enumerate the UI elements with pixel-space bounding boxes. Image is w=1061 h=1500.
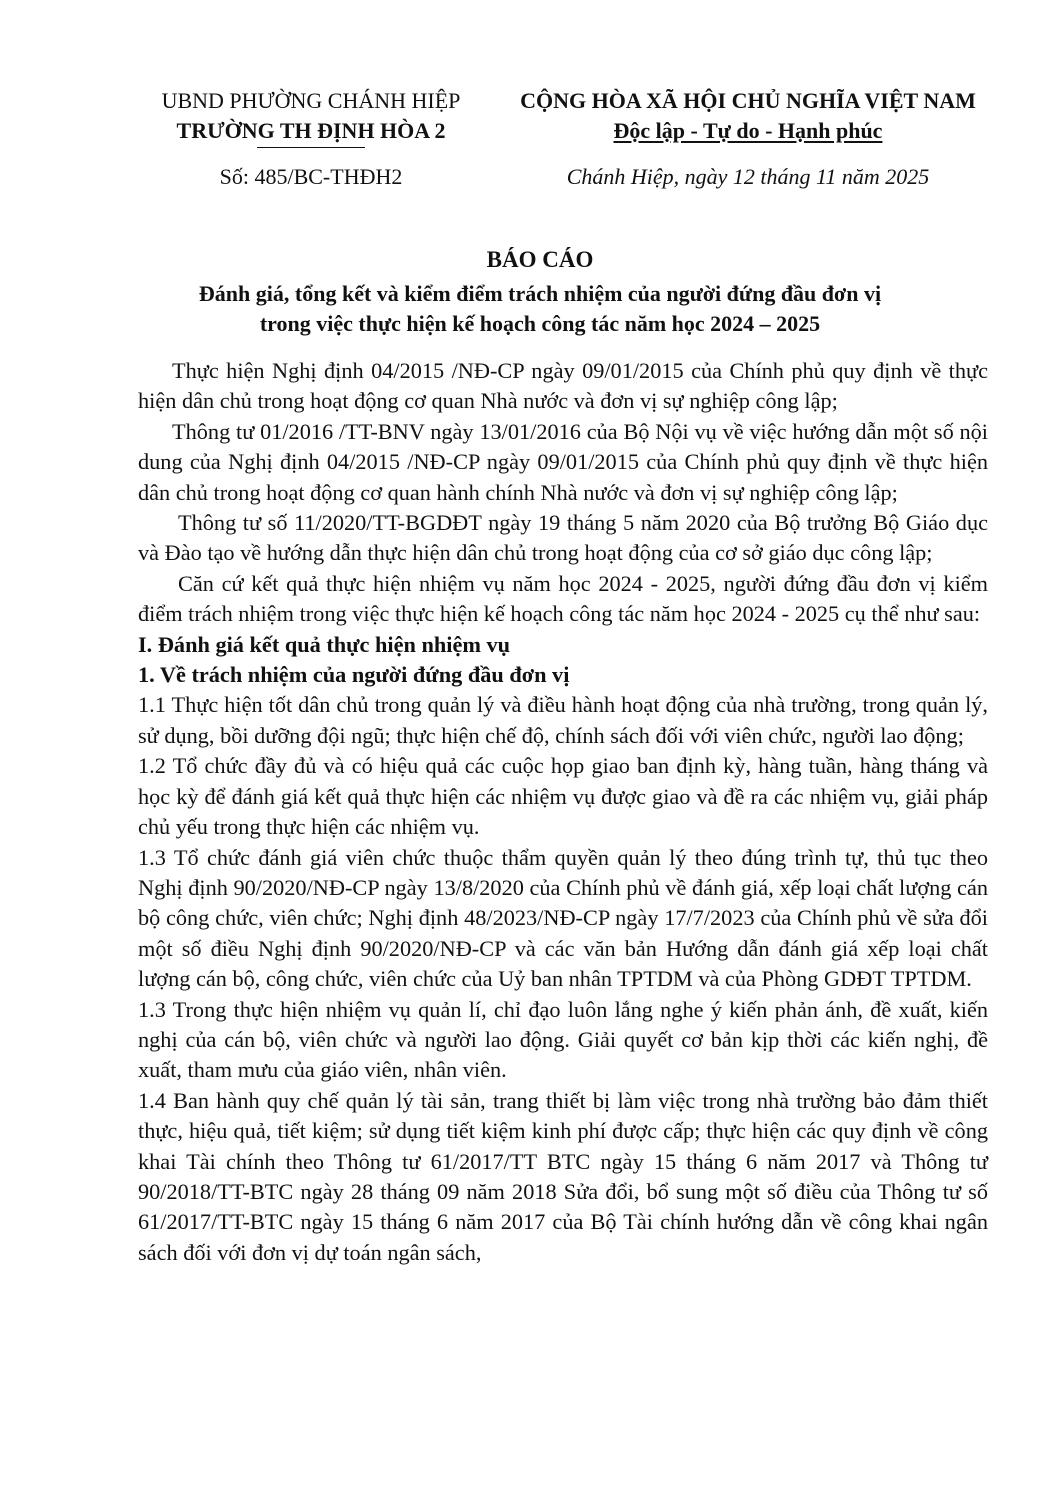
- national-heading-block: [498, 86, 998, 146]
- nation-title: CỘNG HÒA XÃ HỘI CHỦ NGHĨA VIỆT NAM: [520, 88, 976, 113]
- subsection-heading: 1. Về trách nhiệm của người đứng đầu đơn vị: [138, 662, 570, 688]
- parent-organization: UBND PHƯỜNG CHÁNH HIỆP: [161, 88, 461, 113]
- body-paragraph: Thông tư 01/2016 /TT-BNV ngày 13/01/2016 của Bộ Nội vụ về việc hướng dẫn một số nội dung của Nghị định 04/2015 /NĐ-CP ngày 09/01/2015 của Chính phủ quy định về thực hiện dân chủ trong hoạt động cơ quan hành chính Nhà nước và đơn vị sự nghiệp công lập;: [138, 418, 988, 505]
- body-paragraph: Thông tư số 11/2020/TT-BGDĐT ngày 19 tháng 5 năm 2020 của Bộ trưởng Bộ Giáo dục và Đào tạo về hướng dẫn thực hiện dân chủ trong hoạt động của cơ sở giáo dục công lập;: [138, 510, 988, 566]
- section-heading: I. Đánh giá kết quả thực hiện nhiệm vụ: [138, 631, 511, 657]
- school-name: TRƯỜNG TH ĐỊNH HÒA 2: [176, 118, 446, 143]
- list-item: 1.2 Tổ chức đầy đủ và có hiệu quả các cuộc họp giao ban định kỳ, hàng tuần, hàng tháng và học kỳ để đánh giá kết quả thực hiện các nhiệm vụ được giao và đề ra các nhiệm vụ, giải pháp chủ yếu trong thực hiện các nhiệm vụ.: [138, 753, 988, 840]
- report-title-line-1: Đánh giá, tổng kết và kiểm điểm trách nhiệm của người đứng đầu đơn vị: [198, 281, 882, 306]
- list-item: 1.1 Thực hiện tốt dân chủ trong quản lý và điều hành hoạt động của nhà trường, trong quản lý, sử dụng, bồi dưỡng đội ngũ; thực hiện chế độ, chính sách đối với viên chức, người lao động;: [138, 692, 988, 748]
- national-motto: Độc lập - Tự do - Hạnh phúc: [613, 118, 883, 143]
- list-item: 1.4 Ban hành quy chế quản lý tài sản, trang thiết bị làm việc trong nhà trường bảo đảm thiết thực, hiệu quả, tiết kiệm; sử dụng tiết kiệm kinh phí được cấp; thực hiện các quy định về công khai Tài chính theo Thông tư 61/2017/TT BTC ngày 15 tháng 6 năm 2017 và Thông tư 90/2018/TT-BTC ngày 28 tháng 09 năm 2018 Sửa đổi, bổ sung một số điều của Thông tư số 61/2017/TT-BTC ngày 15 tháng 6 năm 2017 của Bộ Tài chính hướng dẫn về công khai ngân sách đối với đơn vị dự toán ngân sách,: [138, 1087, 988, 1265]
- report-title-block: [120, 245, 960, 339]
- issuing-authority-block: [136, 86, 486, 148]
- report-title-line-2: trong việc thực hiện kế hoạch công tác năm học 2024 – 2025: [259, 311, 821, 336]
- place-and-date: Chánh Hiệp, ngày 12 tháng 11 năm 2025: [566, 164, 930, 189]
- header-underline: [257, 147, 365, 148]
- document-type: BÁO CÁO: [486, 247, 594, 272]
- list-item: 1.3 Trong thực hiện nhiệm vụ quản lí, chỉ đạo luôn lắng nghe ý kiến phản ánh, đề xuất, kiến nghị của cán bộ, viên chức và người lao động. Giải quyết cơ bản kịp thời các kiến nghị, đề xuất, tham mưu của giáo viên, nhân viên.: [138, 996, 988, 1083]
- report-body: [138, 356, 988, 1268]
- body-paragraph: Thực hiện Nghị định 04/2015 /NĐ-CP ngày 09/01/2015 của Chính phủ quy định về thực hiện dân chủ trong hoạt động cơ quan Nhà nước và đơn vị sự nghiệp công lập;: [138, 358, 988, 414]
- body-paragraph: Căn cứ kết quả thực hiện nhiệm vụ năm học 2024 - 2025, người đứng đầu đơn vị kiểm điểm trách nhiệm trong việc thực hiện kế hoạch công tác năm học 2024 - 2025 cụ thể như sau:: [138, 570, 988, 627]
- list-item: 1.3 Tổ chức đánh giá viên chức thuộc thẩm quyền quản lý theo đúng trình tự, thủ tục theo Nghị định 90/2020/NĐ-CP ngày 13/8/2020 của Chính phủ về đánh giá, xếp loại chất lượng cán bộ công chức, viên chức; Nghị định 48/2023/NĐ-CP ngày 17/7/2023 của Chính phủ về sửa đổi một số điều Nghị định 90/2020/NĐ-CP và các văn bản Hướng dẫn đánh giá xếp loại chất lượng cán bộ, công chức, viên chức của Uỷ ban nhân TPTDM và của Phòng GDĐT TPTDM.: [138, 844, 988, 992]
- document-number: Số: 485/BC-THĐH2: [219, 164, 403, 189]
